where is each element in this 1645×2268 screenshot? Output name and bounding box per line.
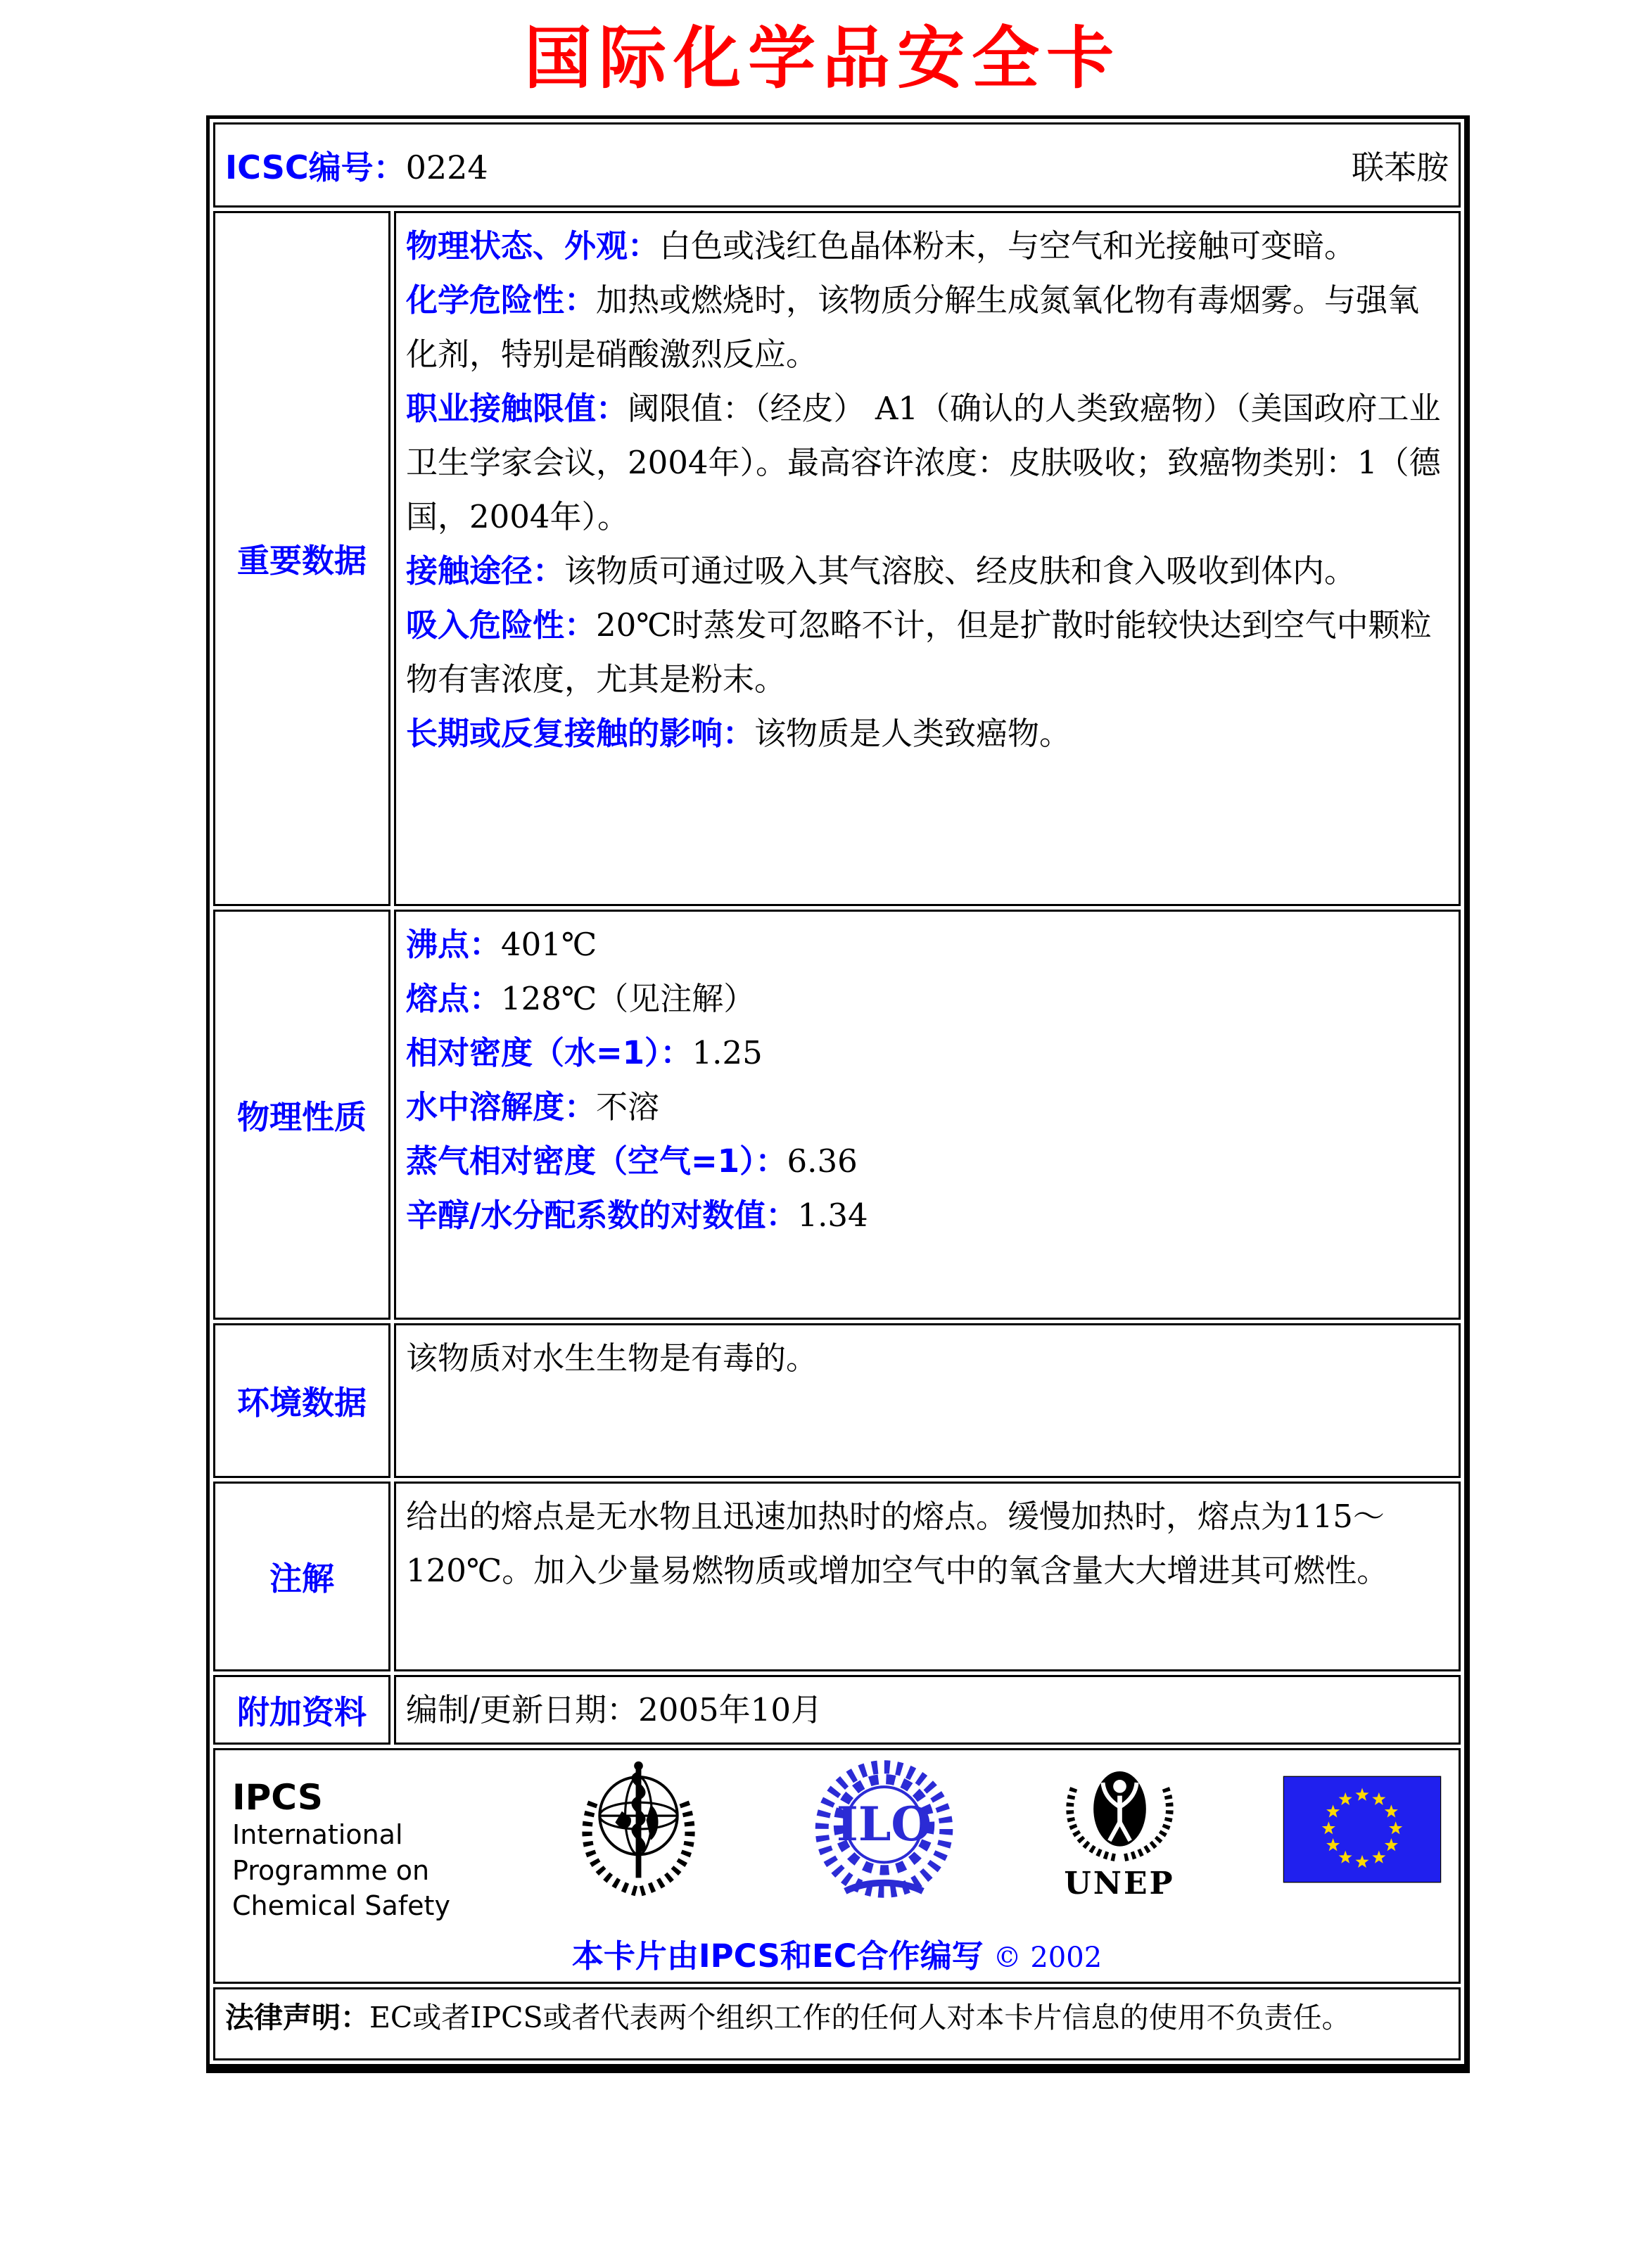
prop-value: 1.34 <box>797 1197 868 1235</box>
ipcs-block <box>232 1760 464 1923</box>
data-item-occupational-limits <box>406 381 1449 544</box>
icsc-number-group <box>225 142 488 189</box>
section-label-important-data: 重要数据 <box>213 211 390 906</box>
field-value: 该物质是人类致癌物。 <box>754 715 1072 753</box>
prop-value: 不溶 <box>596 1088 660 1126</box>
eu-flag-wrap <box>1283 1760 1442 1883</box>
ipcs-line: Chemical Safety <box>232 1890 450 1921</box>
prop-label: 沸点： <box>406 926 502 964</box>
prop-melting-point <box>406 971 1449 1026</box>
field-value: 加热或燃烧时，该物质分解生成氮氧化物有毒烟雾。与强氧化剂，特别是硝酸激烈反应。 <box>406 281 1420 374</box>
field-label: 职业接触限值： <box>406 390 628 428</box>
data-item-physical-state <box>406 219 1449 273</box>
data-item-chemical-danger <box>406 273 1449 381</box>
field-label: 化学危险性： <box>406 281 597 319</box>
prop-label: 蒸气相对密度（空气=1）： <box>406 1142 787 1180</box>
ipcs-line: International <box>232 1819 403 1851</box>
unep-block <box>1058 1760 1181 1902</box>
who-logo-icon <box>566 1760 711 1911</box>
prop-value: 1.25 <box>692 1034 763 1072</box>
header-cell <box>213 122 1461 208</box>
notes-text: 给出的熔点是无水物且迅速加热时的熔点。缓慢加热时，熔点为115～120℃。加入少量易燃物质或增加空气中的氧含量大大增进其可燃性。 <box>406 1498 1389 1590</box>
field-value: 白色或浅红色晶体粉末，与空气和光接触可变暗。 <box>659 227 1357 265</box>
credit-year: © 2002 <box>993 1941 1103 1974</box>
ilo-letters: ILO <box>836 1797 932 1852</box>
prop-label: 熔点： <box>406 980 502 1018</box>
eu-flag-icon <box>1283 1776 1442 1883</box>
field-value: 20℃时蒸发可忽略不计，但是扩散时能较快达到空气中颗粒物有害浓度，尤其是粉末。 <box>406 606 1432 699</box>
logos-cell <box>213 1748 1461 1983</box>
prop-water-solubility <box>406 1080 1449 1134</box>
prop-octanol-water <box>406 1188 1449 1242</box>
important-data-row <box>213 211 1461 906</box>
ipcs-line: Programme on <box>232 1854 430 1886</box>
field-label: 吸入危险性： <box>406 606 597 644</box>
page-title: 国际化学品安全卡 <box>524 18 1121 98</box>
additional-info-content <box>394 1675 1461 1745</box>
icsc-number-label: ICSC编号： <box>225 148 406 186</box>
environmental-data-row <box>213 1323 1461 1478</box>
prop-value: 128℃（见注解） <box>501 980 756 1018</box>
icsc-card-table <box>206 115 1470 2072</box>
section-label-additional-info: 附加资料 <box>213 1675 390 1745</box>
field-value: 该物质可通过吸入其气溶胶、经皮肤和食入吸收到体内。 <box>564 552 1357 590</box>
legal-text: EC或者IPCS或者代表两个组织工作的任何人对本卡片信息的使用不负责任。 <box>369 2000 1351 2034</box>
prop-value: 401℃ <box>501 926 597 964</box>
credit-text: 本卡片由IPCS和EC合作编写 <box>571 1937 984 1975</box>
data-item-inhalation-risk <box>406 598 1449 706</box>
unep-label: UNEP <box>1064 1866 1175 1902</box>
important-data-content <box>394 211 1461 906</box>
physical-properties-content <box>394 910 1461 1320</box>
section-label-notes: 注解 <box>213 1482 390 1671</box>
field-label: 长期或反复接触的影响： <box>406 715 755 753</box>
prop-label: 相对密度（水=1）： <box>406 1034 692 1072</box>
notes-content <box>394 1482 1461 1671</box>
icsc-number-value: 0224 <box>405 148 488 186</box>
unep-logo-icon <box>1058 1760 1181 1873</box>
header-row <box>213 122 1461 208</box>
additional-info-row <box>213 1675 1461 1745</box>
prop-boiling-point <box>406 917 1449 971</box>
prop-vapor-density <box>406 1134 1449 1188</box>
section-label-environmental-data: 环境数据 <box>213 1323 390 1478</box>
icsc-card-page <box>0 20 1645 2073</box>
prop-label: 辛醇/水分配系数的对数值： <box>406 1197 798 1235</box>
ipcs-acronym: IPCS <box>232 1777 323 1818</box>
legal-cell <box>213 1987 1461 2060</box>
prop-value: 6.36 <box>787 1142 858 1180</box>
legal-row <box>213 1987 1461 2060</box>
credit-line <box>232 1930 1442 1976</box>
prop-label: 水中溶解度： <box>406 1088 597 1126</box>
field-label: 物理状态、外观： <box>406 227 660 265</box>
field-value: 阈限值：（经皮） A1（确认的人类致癌物）（美国政府工业卫生学家会议，2004年）。最高容许浓度：皮肤吸收；致癌物类别：1（德国，2004年）。 <box>406 390 1441 536</box>
chemical-name: 联苯胺 <box>1352 148 1449 186</box>
legal-label: 法律声明： <box>225 2000 369 2034</box>
environmental-data-text: 该物质对水生生物是有毒的。 <box>406 1339 818 1377</box>
additional-info-text: 编制/更新日期：2005年10月 <box>406 1691 823 1729</box>
ilo-logo-icon <box>812 1760 956 1911</box>
physical-properties-row <box>213 910 1461 1320</box>
notes-row <box>213 1482 1461 1671</box>
environmental-data-content <box>394 1323 1461 1478</box>
section-label-physical-properties: 物理性质 <box>213 910 390 1320</box>
field-label: 接触途径： <box>406 552 565 590</box>
data-item-exposure-routes <box>406 544 1449 598</box>
logo-strip <box>232 1760 1442 1923</box>
logos-row <box>213 1748 1461 1983</box>
prop-relative-density <box>406 1026 1449 1080</box>
data-item-longterm-effects <box>406 706 1449 760</box>
